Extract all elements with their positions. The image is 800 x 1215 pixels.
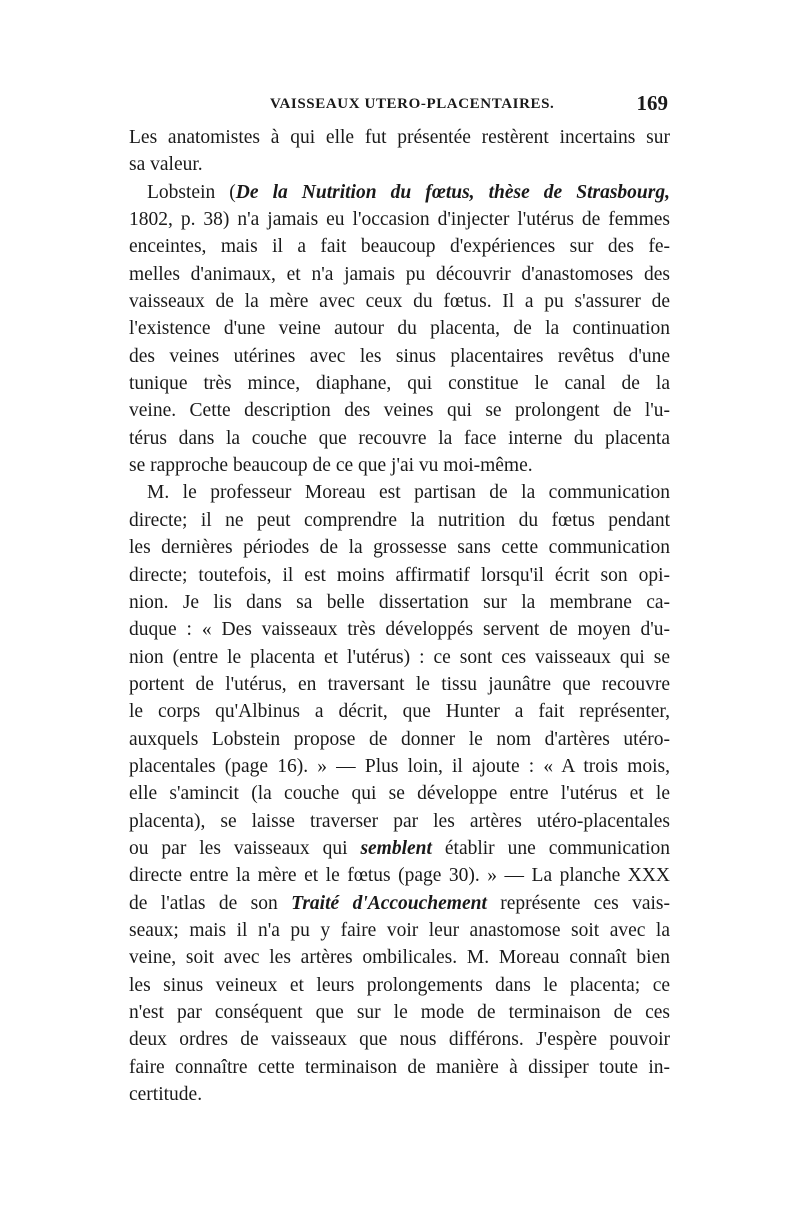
text-run: ou par les vaisseaux qui: [129, 837, 361, 859]
text-line: [129, 425, 670, 452]
text-run: veine. Cette description des veines qui se prolongent de l'u-: [129, 400, 670, 422]
text-run: enceintes, mais il a fait beaucoup d'expériences sur des fe-: [129, 236, 670, 258]
text-run: directe; il ne peut comprendre la nutrition du fœtus pendant: [129, 509, 670, 531]
text-run: des veines utérines avec les sinus placentaires revêtus d'une: [129, 345, 670, 367]
text-run: les sinus veineux et leurs prolongements dans le placenta; ce: [129, 974, 670, 996]
text-line: [129, 890, 670, 917]
text-line: [129, 179, 670, 206]
text-run: placentales (page 16). » — Plus loin, il ajoute : « A trois mois,: [129, 755, 670, 777]
text-run: auxquels Lobstein propose de donner le nom d'artères utéro-: [129, 728, 670, 750]
running-title: VAISSEAUX UTERO-PLACENTAIRES.: [270, 96, 555, 112]
text-line: [129, 507, 670, 534]
text-run: vaisseaux de la mère avec ceux du fœtus. Il a pu s'assurer de: [129, 291, 670, 313]
text-run: établir une communication: [431, 837, 670, 859]
text-run: portent de l'utérus, en traversant le tissu jaunâtre que recouvre: [129, 673, 670, 695]
text-run: 1802, p. 38) n'a jamais eu l'occasion d'injecter l'utérus de femmes: [129, 209, 670, 231]
text-line: [129, 972, 670, 999]
text-run: veine, soit avec les artères ombilicales. M. Moreau connaît bien: [129, 947, 670, 969]
text-run: n'est par conséquent que sur le mode de terminaison de ces: [129, 1002, 670, 1023]
text-line: [129, 534, 670, 561]
text-line: [129, 835, 670, 862]
text-line: [129, 206, 670, 233]
text-line: [129, 124, 670, 151]
running-head: [129, 91, 670, 120]
text-line: [129, 671, 670, 698]
text-run: se rapproche beaucoup de ce que j'ai vu moi-même.: [129, 455, 533, 477]
text-run: faire connaître cette terminaison de manière à dissiper toute in-: [129, 1056, 670, 1078]
text-line: [129, 479, 670, 506]
text-line: [129, 1026, 670, 1053]
text-line: [129, 288, 670, 315]
text-line: [129, 589, 670, 616]
text-run: De la Nutrition du fœtus, thèse de Strasbourg,: [235, 181, 670, 203]
text-line: [129, 370, 670, 397]
text-line: [129, 780, 670, 807]
text-line: [129, 616, 670, 643]
text-line: [129, 698, 670, 725]
text-run: directe; toutefois, il est moins affirmatif lorsqu'il écrit son opi-: [129, 564, 670, 586]
text-line: [129, 562, 670, 589]
document-page: [129, 91, 670, 1108]
text-run: Lobstein (: [147, 181, 236, 203]
text-line: [129, 999, 670, 1026]
text-line: [129, 944, 670, 971]
text-line: [129, 1054, 670, 1081]
text-run: melles d'animaux, et n'a jamais pu découvrir d'anastomoses des: [129, 263, 670, 285]
text-run: certitude.: [129, 1084, 203, 1106]
text-run: térus dans la couche que recouvre la face interne du placenta: [129, 427, 670, 449]
text-line: [129, 343, 670, 370]
text-run: deux ordres de vaisseaux que nous différons. J'espère pouvoir: [129, 1029, 670, 1051]
text-run: semblent: [360, 837, 432, 859]
text-line: [129, 917, 670, 944]
text-run: directe entre la mère et le fœtus (page 30). » — La planche XXX: [129, 865, 670, 887]
text-run: M. le professeur Moreau est partisan de la communication: [147, 482, 670, 504]
text-run: Traité d'Accouchement: [291, 892, 487, 914]
text-line: [129, 753, 670, 780]
body-text: [129, 124, 670, 1108]
text-line: [129, 808, 670, 835]
text-run: sa valeur.: [129, 154, 203, 176]
text-run: représente ces vais-: [486, 892, 670, 914]
text-run: nion. Je lis dans sa belle dissertation sur la membrane ca-: [129, 591, 670, 613]
text-line: [129, 862, 670, 889]
text-run: le corps qu'Albinus a décrit, que Hunter a fait représenter,: [129, 701, 670, 723]
text-run: placenta), se laisse traverser par les artères utéro-placentales: [129, 810, 670, 832]
text-line: [129, 315, 670, 342]
text-line: [129, 726, 670, 753]
text-run: duque : « Des vaisseaux très développés servent de moyen d'u-: [129, 619, 670, 641]
text-run: les dernières périodes de la grossesse sans cette communication: [129, 537, 670, 559]
text-run: seaux; mais il n'a pu y faire voir leur anastomose soit avec la: [129, 919, 670, 941]
text-line: [129, 644, 670, 671]
text-line: [129, 261, 670, 288]
text-run: tunique très mince, diaphane, qui constitue le canal de la: [129, 373, 670, 395]
page-number: 169: [636, 91, 668, 115]
text-line: [129, 1081, 670, 1108]
text-line: [129, 452, 670, 479]
text-line: [129, 397, 670, 424]
text-run: Les anatomistes à qui elle fut présentée restèrent incertains sur: [129, 127, 670, 148]
text-run: de l'atlas de son: [129, 892, 292, 914]
text-run: nion (entre le placenta et l'utérus) : ce sont ces vaisseaux qui se: [129, 646, 670, 668]
text-run: l'existence d'une veine autour du placenta, de la continuation: [129, 318, 670, 340]
text-run: elle s'amincit (la couche qui se développe entre l'utérus et le: [129, 783, 670, 805]
text-line: [129, 151, 670, 178]
text-line: [129, 233, 670, 260]
